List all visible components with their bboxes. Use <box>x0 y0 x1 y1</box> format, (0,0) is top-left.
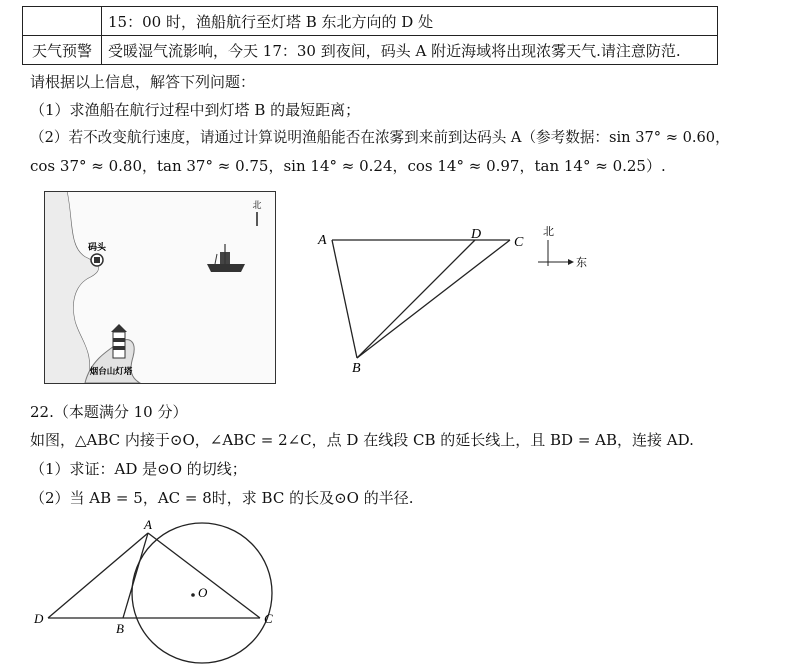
table-cell-content: 受暖湿气流影响，今天 17：30 到夜间，码头 A 附近海域将出现浓雾天气.请注意防范. <box>102 36 718 65</box>
compass-icon <box>538 240 574 266</box>
q21-part1: （1）求渔船在航行过程中到灯塔 B 的最短距离； <box>30 101 361 119</box>
label-A: A <box>144 517 152 532</box>
label-B: B <box>116 621 124 636</box>
label-C: C <box>264 611 273 626</box>
segment-BC <box>357 240 510 358</box>
label-C: C <box>514 235 524 250</box>
label-B: B <box>352 361 361 376</box>
land-area <box>45 192 98 383</box>
segment-AB <box>332 240 357 358</box>
map-north-label: 北 <box>252 200 262 210</box>
dock-icon-inner <box>94 257 100 263</box>
compass-east-label: 东 <box>576 257 587 269</box>
label-D: D <box>34 611 44 626</box>
lighthouse-label: 烟台山灯塔 <box>89 366 133 376</box>
q22-stem: 如图，△ABC 内接于⊙O，∠ABC = 2∠C，点 D 在线段 CB 的延长线上，且 BD = AB，连接 AD. <box>30 431 694 449</box>
compass-north-label: 北 <box>543 226 554 238</box>
q22-header: 22.（本题满分 10 分） <box>30 403 188 421</box>
circle-figure <box>30 515 290 667</box>
q21-part2-line1: （2）若不改变航行速度，请通过计算说明渔船能否在浓雾到来前到达码头 A（参考数据：sin 37° ≈ 0.60， <box>30 129 730 146</box>
center-point-O <box>191 593 195 597</box>
segment-AC <box>148 533 260 618</box>
fishing-boat-icon <box>207 244 245 272</box>
table-row <box>23 36 718 65</box>
label-O: O <box>198 585 208 600</box>
triangle-figure <box>300 218 600 378</box>
table-row <box>23 7 718 36</box>
lighthouse-icon <box>111 324 127 358</box>
label-D: D <box>471 227 482 242</box>
table-cell-label <box>23 7 102 36</box>
segment-BD <box>357 240 475 358</box>
q21-part2-line2: cos 37° ≈ 0.80，tan 37° ≈ 0.75，sin 14° ≈ 0.24，cos 14° ≈ 0.97，tan 14° ≈ 0.25）. <box>30 157 666 175</box>
table-cell-content: 15：00 时，渔船航行至灯塔 B 东北方向的 D 处 <box>102 7 718 36</box>
segment-AB <box>123 533 148 618</box>
q21-intro: 请根据以上信息，解答下列问题： <box>30 73 256 91</box>
q22-part1: （1）求证：AD 是⊙O 的切线； <box>30 460 247 478</box>
dock-label: 码头 <box>87 242 107 252</box>
table-cell-label: 天气预警 <box>23 36 102 65</box>
info-table <box>22 6 718 65</box>
label-A: A <box>318 233 327 248</box>
map-drawing <box>45 192 275 383</box>
q22-part2: （2）当 AB = 5，AC = 8时，求 BC 的长及⊙O 的半径. <box>30 489 414 507</box>
harbor-map <box>44 191 276 384</box>
